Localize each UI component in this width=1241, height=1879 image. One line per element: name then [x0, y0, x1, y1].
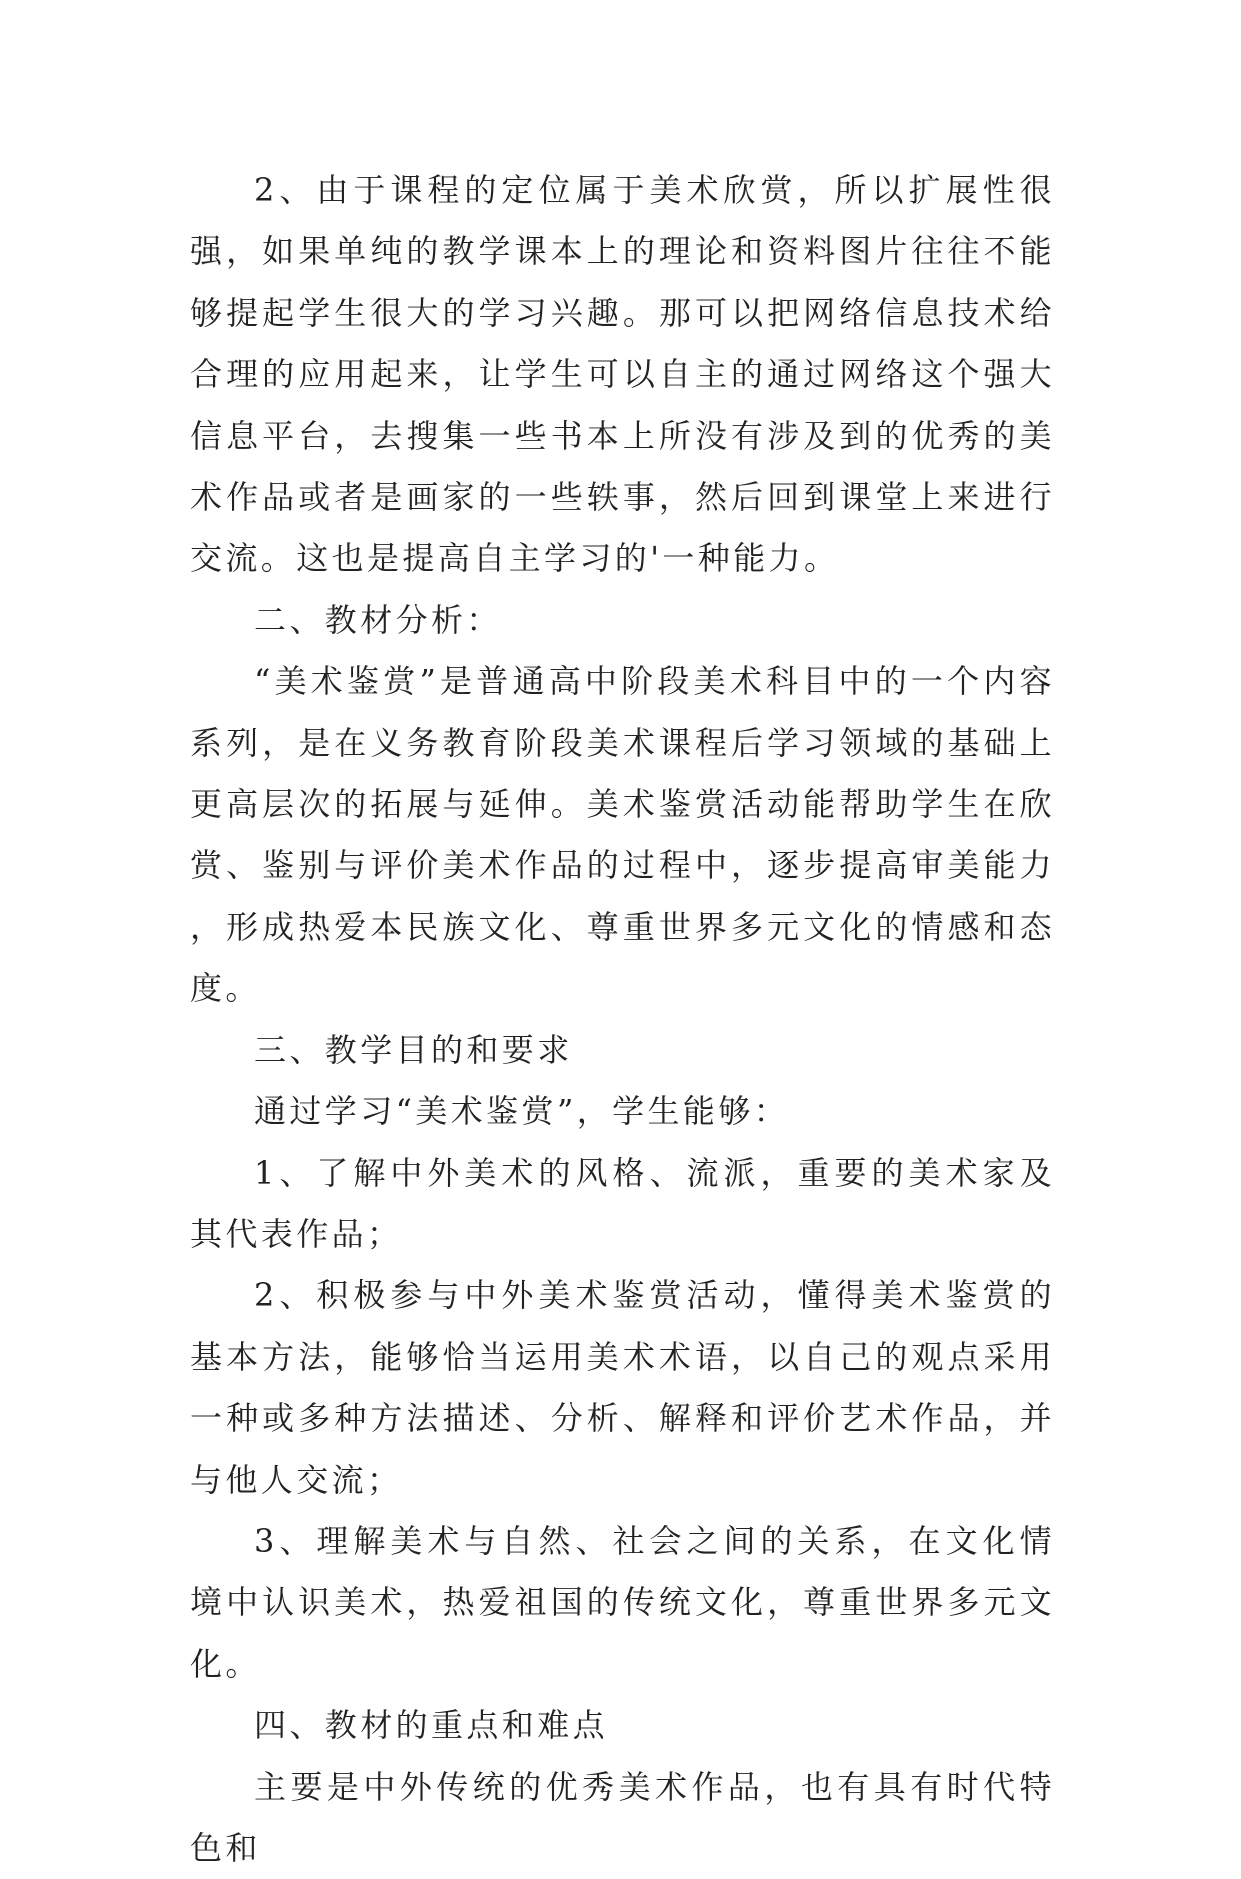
heading-textbook-analysis: 二、教材分析：: [254, 600, 502, 639]
list-item-goal-3: 3、理解美术与自然、社会之间的关系，在文化情境中认识美术，热爱祖国的传统文化，尊重世界多元文化。: [190, 1521, 1055, 1683]
document-body: [190, 160, 1055, 1879]
paragraph-key-points: 主要是中外传统的优秀美术作品，也有具有时代特色和: [190, 1767, 1055, 1867]
list-item-goal-2: 2、积极参与中外美术鉴赏活动，懂得美术鉴赏的基本方法，能够恰当运用美术术语，以自己的观点采用一种或多种方法描述、分析、解释和评价艺术作品，并与他人交流；: [190, 1276, 1055, 1499]
heading-key-points: 四、教材的重点和难点: [254, 1706, 609, 1745]
paragraph-art-appreciation-intro: “美术鉴赏”是普通高中阶段美术科目中的一个内容系列，是在义务教育阶段美术课程后学习领域的基础上更高层次的拓展与延伸。美术鉴赏活动能帮助学生在欣赏、鉴别与评价美术作品的过程中，逐步提高审美能力，形成热爱本民族文化、尊重世界多元文化的情感和态度。: [190, 662, 1055, 1008]
paragraph-objective-2: 2、由于课程的定位属于美术欣赏，所以扩展性很强，如果单纯的教学课本上的理论和资料图片往往不能够提起学生很大的学习兴趣。那可以把网络信息技术给合理的应用起来，让学生可以自主的通过网络这个强大信息平台，去搜集一些书本上所没有涉及到的优秀的美术作品或者是画家的一些轶事，然后回到课堂上来进行交流。这也是提高自主学习的'一种能力。: [190, 171, 1055, 578]
heading-teaching-goals: 三、教学目的和要求: [254, 1030, 573, 1069]
paragraph-goals-lead: 通过学习“美术鉴赏”，学生能够：: [254, 1092, 790, 1131]
list-item-goal-1: 1、了解中外美术的风格、流派，重要的美术家及其代表作品；: [190, 1153, 1055, 1253]
